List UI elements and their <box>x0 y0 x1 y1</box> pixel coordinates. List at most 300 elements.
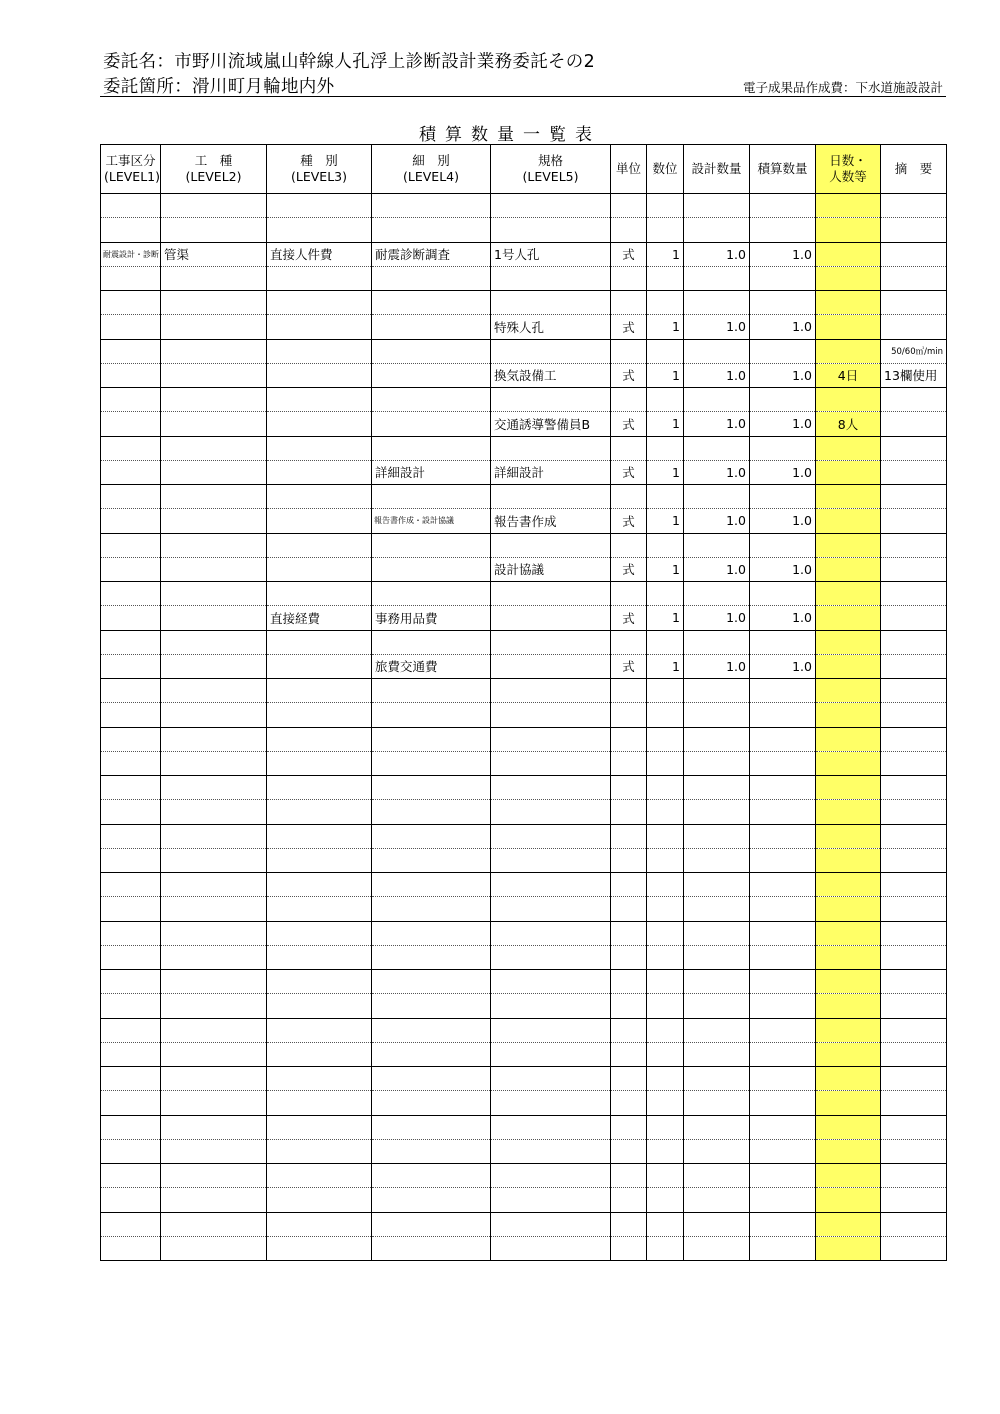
cell-unit <box>611 703 647 727</box>
cell-level3 <box>267 897 372 921</box>
cell-level1 <box>101 873 161 897</box>
cell-level3 <box>267 363 372 387</box>
cell-calc-qty <box>750 945 816 969</box>
cell-unit <box>611 824 647 848</box>
cell-count <box>647 800 684 824</box>
cell-level3 <box>267 703 372 727</box>
cell-calc-qty: 1.0 <box>750 460 816 484</box>
cell-count <box>647 1115 684 1139</box>
table-row <box>101 1018 947 1042</box>
cell-unit <box>611 848 647 872</box>
cell-level3: 直接経費 <box>267 606 372 630</box>
cell-level3 <box>267 1236 372 1260</box>
cell-design-qty: 1.0 <box>684 242 750 266</box>
cell-calc-qty <box>750 1018 816 1042</box>
cell-remarks <box>881 824 947 848</box>
cell-level2 <box>161 1091 267 1115</box>
cell-level4 <box>372 436 491 460</box>
cell-count <box>647 339 684 363</box>
cell-unit <box>611 897 647 921</box>
table-row <box>101 242 947 266</box>
cell-level1 <box>101 291 161 315</box>
table-row <box>101 654 947 678</box>
col-header-level3 <box>267 145 372 194</box>
cell-level3 <box>267 582 372 606</box>
cell-level2 <box>161 1188 267 1212</box>
cell-days <box>816 921 881 945</box>
table-row <box>101 1091 947 1115</box>
cell-days <box>816 1236 881 1260</box>
cell-level5 <box>491 1091 611 1115</box>
cell-level2 <box>161 1212 267 1236</box>
cell-level5 <box>491 1067 611 1091</box>
quantity-table <box>100 144 947 1261</box>
cell-unit <box>611 994 647 1018</box>
col-header-count: 数位 <box>647 145 684 194</box>
cell-days <box>816 533 881 557</box>
table-row <box>101 630 947 654</box>
cell-count <box>647 582 684 606</box>
cell-remarks <box>881 654 947 678</box>
cell-design-qty <box>684 339 750 363</box>
cell-count <box>647 994 684 1018</box>
cell-days <box>816 460 881 484</box>
cell-level4 <box>372 994 491 1018</box>
cell-level2 <box>161 1139 267 1163</box>
cell-level2 <box>161 194 267 218</box>
cell-count <box>647 630 684 654</box>
cell-level1 <box>101 897 161 921</box>
cell-calc-qty <box>750 679 816 703</box>
cell-design-qty: 1.0 <box>684 412 750 436</box>
cell-level3 <box>267 1091 372 1115</box>
cell-level1 <box>101 679 161 703</box>
cell-calc-qty <box>750 921 816 945</box>
cell-count <box>647 1139 684 1163</box>
col-header-level2-sub: (LEVEL2) <box>185 169 242 184</box>
cell-days <box>816 557 881 581</box>
table-row <box>101 776 947 800</box>
cell-level2 <box>161 266 267 290</box>
cell-level1 <box>101 727 161 751</box>
cell-level4 <box>372 582 491 606</box>
cell-unit <box>611 630 647 654</box>
cell-remarks: 50/60㎥/min <box>881 339 947 363</box>
cell-remarks <box>881 242 947 266</box>
cell-calc-qty <box>750 848 816 872</box>
cell-remarks <box>881 1042 947 1066</box>
cell-calc-qty <box>750 824 816 848</box>
contract-location: 委託箇所：滑川町月輪地内外 <box>103 77 335 97</box>
cell-level2 <box>161 557 267 581</box>
cell-calc-qty <box>750 800 816 824</box>
cell-level2 <box>161 703 267 727</box>
cell-days <box>816 1091 881 1115</box>
cell-count: 1 <box>647 242 684 266</box>
cell-remarks <box>881 1139 947 1163</box>
cell-remarks <box>881 266 947 290</box>
cell-remarks <box>881 388 947 412</box>
cell-remarks <box>881 582 947 606</box>
cell-count: 1 <box>647 315 684 339</box>
cell-level2 <box>161 1236 267 1260</box>
cell-calc-qty <box>750 751 816 775</box>
cell-design-qty <box>684 194 750 218</box>
cell-count <box>647 533 684 557</box>
table-row <box>101 1042 947 1066</box>
cell-calc-qty <box>750 582 816 606</box>
cell-calc-qty: 1.0 <box>750 509 816 533</box>
cell-remarks <box>881 897 947 921</box>
cell-level3: 直接人件費 <box>267 242 372 266</box>
cell-unit <box>611 970 647 994</box>
col-header-level3-label: 種 別 <box>300 153 338 168</box>
cell-level2 <box>161 873 267 897</box>
cell-design-qty <box>684 751 750 775</box>
table-row <box>101 679 947 703</box>
cell-remarks <box>881 679 947 703</box>
cell-level3 <box>267 436 372 460</box>
table-row <box>101 897 947 921</box>
table-row <box>101 509 947 533</box>
cell-level4 <box>372 751 491 775</box>
table-row <box>101 315 947 339</box>
cell-level1 <box>101 776 161 800</box>
cell-unit <box>611 751 647 775</box>
cell-days <box>816 1188 881 1212</box>
cell-unit <box>611 1067 647 1091</box>
cell-level2 <box>161 800 267 824</box>
cell-level1 <box>101 509 161 533</box>
cell-level5 <box>491 388 611 412</box>
cell-unit <box>611 1042 647 1066</box>
cell-level1 <box>101 751 161 775</box>
cell-design-qty <box>684 727 750 751</box>
cell-unit: 式 <box>611 606 647 630</box>
cell-design-qty: 1.0 <box>684 509 750 533</box>
cell-calc-qty <box>750 436 816 460</box>
cell-level3 <box>267 727 372 751</box>
cell-level1 <box>101 1188 161 1212</box>
col-header-level1 <box>101 145 161 194</box>
cell-level3 <box>267 412 372 436</box>
cell-level1: 耐震設計・診断 <box>101 242 161 266</box>
cell-level2 <box>161 533 267 557</box>
cell-design-qty <box>684 970 750 994</box>
cell-calc-qty <box>750 897 816 921</box>
cell-design-qty <box>684 921 750 945</box>
cell-design-qty <box>684 630 750 654</box>
cell-unit <box>611 291 647 315</box>
cell-count <box>647 1018 684 1042</box>
cell-unit <box>611 1236 647 1260</box>
cell-count <box>647 727 684 751</box>
cell-level3 <box>267 654 372 678</box>
cell-remarks <box>881 460 947 484</box>
cell-design-qty <box>684 1212 750 1236</box>
cell-level2 <box>161 606 267 630</box>
cell-design-qty <box>684 1188 750 1212</box>
cell-level1 <box>101 1042 161 1066</box>
cell-level3 <box>267 533 372 557</box>
cell-unit <box>611 1018 647 1042</box>
cell-level1 <box>101 339 161 363</box>
cell-days <box>816 824 881 848</box>
cell-level5 <box>491 654 611 678</box>
cell-level2: 管渠 <box>161 242 267 266</box>
cell-calc-qty <box>750 1091 816 1115</box>
table-row <box>101 460 947 484</box>
table-header-row <box>101 145 947 194</box>
cell-level2 <box>161 897 267 921</box>
cell-level2 <box>161 994 267 1018</box>
cell-level2 <box>161 388 267 412</box>
cell-level5 <box>491 921 611 945</box>
cell-days <box>816 1067 881 1091</box>
cell-remarks <box>881 557 947 581</box>
cell-calc-qty <box>750 339 816 363</box>
col-header-days <box>816 145 881 194</box>
cell-days <box>816 727 881 751</box>
cell-remarks <box>881 436 947 460</box>
cell-level5 <box>491 266 611 290</box>
table-row <box>101 339 947 363</box>
cell-design-qty: 1.0 <box>684 606 750 630</box>
cell-level4 <box>372 485 491 509</box>
cell-unit <box>611 945 647 969</box>
cell-count: 1 <box>647 654 684 678</box>
cell-remarks <box>881 630 947 654</box>
cell-design-qty <box>684 218 750 242</box>
cell-design-qty <box>684 679 750 703</box>
cell-count <box>647 970 684 994</box>
cell-remarks <box>881 970 947 994</box>
cell-design-qty <box>684 266 750 290</box>
cell-level2 <box>161 1042 267 1066</box>
cell-count <box>647 1091 684 1115</box>
cell-level3 <box>267 679 372 703</box>
cell-level3 <box>267 970 372 994</box>
table-row <box>101 1115 947 1139</box>
cell-remarks <box>881 848 947 872</box>
cell-level2 <box>161 630 267 654</box>
cell-unit: 式 <box>611 557 647 581</box>
table-row <box>101 436 947 460</box>
cell-level4 <box>372 776 491 800</box>
cell-remarks: 13欄使用 <box>881 363 947 387</box>
cell-level4 <box>372 703 491 727</box>
col-header-calc-qty: 積算数量 <box>750 145 816 194</box>
table-row <box>101 266 947 290</box>
cell-level5 <box>491 824 611 848</box>
cell-calc-qty <box>750 218 816 242</box>
cell-level4 <box>372 1018 491 1042</box>
cell-calc-qty <box>750 485 816 509</box>
cell-remarks <box>881 218 947 242</box>
cell-level1 <box>101 1236 161 1260</box>
cell-level4 <box>372 1212 491 1236</box>
cell-level4 <box>372 945 491 969</box>
col-header-unit: 単位 <box>611 145 647 194</box>
cell-level3 <box>267 1042 372 1066</box>
cell-level4 <box>372 1091 491 1115</box>
cell-unit <box>611 339 647 363</box>
cell-calc-qty <box>750 703 816 727</box>
cell-level5 <box>491 751 611 775</box>
cell-level5 <box>491 485 611 509</box>
cell-level5 <box>491 1212 611 1236</box>
col-header-level5 <box>491 145 611 194</box>
cell-count <box>647 194 684 218</box>
cell-level5 <box>491 970 611 994</box>
cell-level3 <box>267 509 372 533</box>
cell-remarks <box>881 1164 947 1188</box>
col-header-level2 <box>161 145 267 194</box>
cell-level4 <box>372 1067 491 1091</box>
cell-days: 8人 <box>816 412 881 436</box>
cell-unit <box>611 436 647 460</box>
cell-level5 <box>491 897 611 921</box>
cell-level3 <box>267 194 372 218</box>
col-header-remarks: 摘 要 <box>881 145 947 194</box>
cell-count <box>647 485 684 509</box>
cell-level2 <box>161 1018 267 1042</box>
cell-calc-qty: 1.0 <box>750 412 816 436</box>
cell-design-qty <box>684 945 750 969</box>
cell-level5 <box>491 800 611 824</box>
cell-level5 <box>491 994 611 1018</box>
cell-level2 <box>161 824 267 848</box>
cell-level2 <box>161 727 267 751</box>
col-header-days-sub: 人数等 <box>829 169 867 184</box>
cell-calc-qty <box>750 291 816 315</box>
cell-count: 1 <box>647 460 684 484</box>
cell-unit: 式 <box>611 242 647 266</box>
cell-remarks <box>881 194 947 218</box>
cell-days <box>816 970 881 994</box>
table-row <box>101 1164 947 1188</box>
table-row <box>101 194 947 218</box>
cell-unit: 式 <box>611 460 647 484</box>
cell-level2 <box>161 509 267 533</box>
cell-unit <box>611 1212 647 1236</box>
table-row <box>101 1188 947 1212</box>
cell-remarks <box>881 412 947 436</box>
cell-level3 <box>267 800 372 824</box>
cell-level1 <box>101 485 161 509</box>
cell-remarks <box>881 509 947 533</box>
cell-level3 <box>267 1115 372 1139</box>
cell-level5: 設計協議 <box>491 557 611 581</box>
cell-level1 <box>101 606 161 630</box>
cell-count <box>647 1164 684 1188</box>
table-row <box>101 727 947 751</box>
cell-level1 <box>101 848 161 872</box>
table-row <box>101 412 947 436</box>
cell-design-qty <box>684 485 750 509</box>
cell-level2 <box>161 485 267 509</box>
cell-level3 <box>267 848 372 872</box>
cell-level5 <box>491 703 611 727</box>
cell-level4 <box>372 800 491 824</box>
cell-days <box>816 266 881 290</box>
cell-days <box>816 897 881 921</box>
cell-calc-qty: 1.0 <box>750 363 816 387</box>
cell-level2 <box>161 582 267 606</box>
cell-count <box>647 945 684 969</box>
cell-design-qty <box>684 897 750 921</box>
cell-remarks <box>881 1018 947 1042</box>
cell-level1 <box>101 970 161 994</box>
cell-level2 <box>161 751 267 775</box>
cell-level5 <box>491 873 611 897</box>
cell-unit <box>611 727 647 751</box>
cell-design-qty <box>684 533 750 557</box>
cell-calc-qty: 1.0 <box>750 557 816 581</box>
cell-design-qty <box>684 703 750 727</box>
cell-level4 <box>372 1188 491 1212</box>
cell-remarks <box>881 315 947 339</box>
table-row <box>101 388 947 412</box>
cell-level1 <box>101 945 161 969</box>
cell-days <box>816 582 881 606</box>
cell-design-qty <box>684 388 750 412</box>
cell-days <box>816 679 881 703</box>
cell-count <box>647 1188 684 1212</box>
cell-unit: 式 <box>611 315 647 339</box>
table-row <box>101 291 947 315</box>
page-title: 積算数量一覧表 <box>419 125 601 145</box>
cell-level2 <box>161 945 267 969</box>
cell-count <box>647 1236 684 1260</box>
cell-days <box>816 630 881 654</box>
cell-level3 <box>267 485 372 509</box>
table-row <box>101 1212 947 1236</box>
cell-calc-qty <box>750 1139 816 1163</box>
cell-remarks <box>881 751 947 775</box>
cell-days <box>816 703 881 727</box>
cell-level1 <box>101 921 161 945</box>
cell-days <box>816 218 881 242</box>
cell-level1 <box>101 800 161 824</box>
cell-unit <box>611 218 647 242</box>
cell-design-qty <box>684 1067 750 1091</box>
cell-days <box>816 873 881 897</box>
cell-level1 <box>101 1164 161 1188</box>
cell-level5 <box>491 1236 611 1260</box>
cell-days <box>816 388 881 412</box>
cell-level4 <box>372 291 491 315</box>
cell-unit <box>611 776 647 800</box>
cell-calc-qty: 1.0 <box>750 654 816 678</box>
cell-calc-qty <box>750 194 816 218</box>
cell-count <box>647 776 684 800</box>
cell-level4 <box>372 315 491 339</box>
cell-level4: 報告書作成・設計協議 <box>372 509 491 533</box>
cell-level5 <box>491 630 611 654</box>
table-row <box>101 218 947 242</box>
header-divider <box>100 96 946 97</box>
cell-level1 <box>101 703 161 727</box>
table-row <box>101 363 947 387</box>
cell-level3 <box>267 339 372 363</box>
cell-level5 <box>491 1042 611 1066</box>
cell-level4 <box>372 1115 491 1139</box>
cell-level4 <box>372 194 491 218</box>
cell-level1 <box>101 194 161 218</box>
cell-calc-qty <box>750 1236 816 1260</box>
cell-design-qty: 1.0 <box>684 363 750 387</box>
